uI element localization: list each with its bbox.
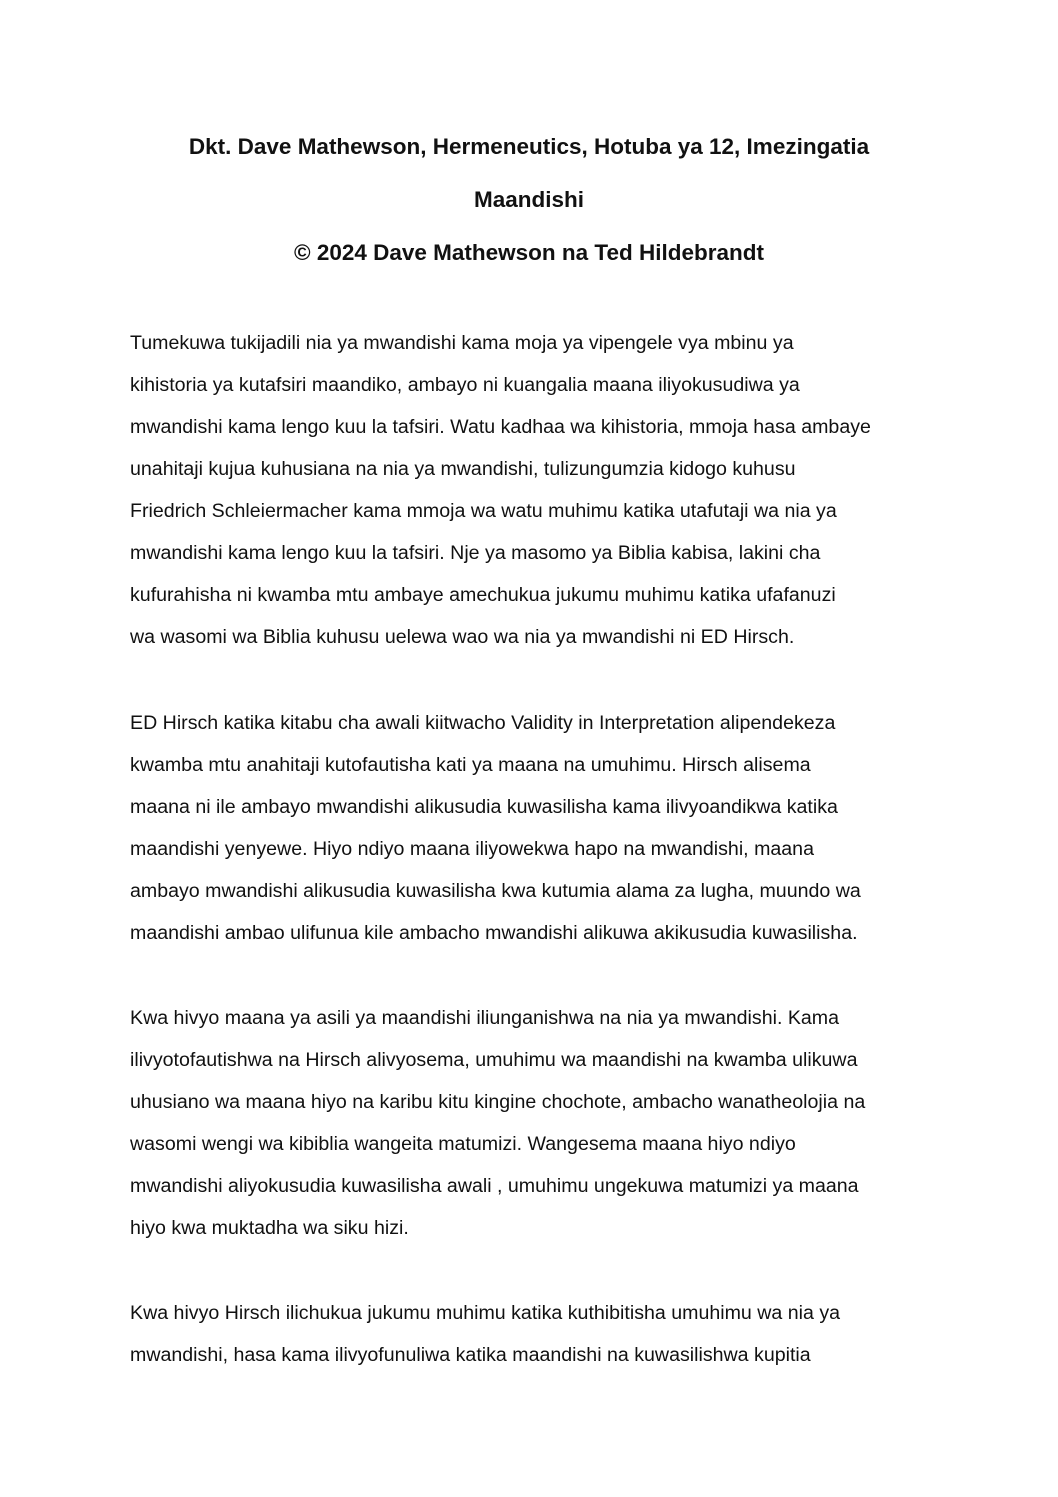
- paragraph-line: unahitaji kujua kuhusiana na nia ya mwandishi, tulizungumzia kidogo kuhusu: [130, 458, 796, 480]
- paragraph-line: maandishi yenyewe. Hiyo ndiyo maana iliyowekwa hapo na mwandishi, maana: [130, 838, 814, 860]
- paragraph-2: [130, 702, 930, 954]
- paragraph-line: mwandishi, hasa kama ilivyofunuliwa katika maandishi na kuwasilishwa kupitia: [130, 1344, 811, 1366]
- paragraph-line: wa wasomi wa Biblia kuhusu uelewa wao wa nia ya mwandishi ni ED Hirsch.: [130, 626, 795, 648]
- paragraph-line: ED Hirsch katika kitabu cha awali kiitwacho Validity in Interpretation alipendekeza: [130, 712, 836, 734]
- paragraph-line: wasomi wengi wa kibiblia wangeita matumizi. Wangesema maana hiyo ndiyo: [130, 1133, 796, 1155]
- paragraph-line: hiyo kwa muktadha wa siku hizi.: [130, 1217, 409, 1239]
- title-line-2: Maandishi: [473, 187, 585, 212]
- paragraph-line: ilivyotofautishwa na Hirsch alivyosema, umuhimu wa maandishi na kwamba ulikuwa: [130, 1049, 858, 1071]
- paragraph-line: ambayo mwandishi alikusudia kuwasilisha kwa kutumia alama za lugha, muundo wa: [130, 880, 861, 902]
- paragraph-line: Kwa hivyo Hirsch ilichukua jukumu muhimu katika kuthibitisha umuhimu wa nia ya: [130, 1302, 841, 1324]
- paragraph-1: [130, 322, 930, 658]
- paragraph-line: kufurahisha ni kwamba mtu ambaye amechukua jukumu muhimu katika ufafanuzi: [130, 584, 836, 606]
- paragraph-4: [130, 1292, 930, 1376]
- paragraph-line: kihistoria ya kutafsiri maandiko, ambayo ni kuangalia maana iliyokusudiwa ya: [130, 374, 800, 396]
- paragraph-line: mwandishi kama lengo kuu la tafsiri. Nje ya masomo ya Biblia kabisa, lakini cha: [130, 542, 821, 564]
- paragraph-3: [130, 997, 930, 1249]
- title-line-1: Dkt. Dave Mathewson, Hermeneutics, Hotuba ya 12, Imezingatia: [188, 134, 870, 159]
- copyright-line: © 2024 Dave Mathewson na Ted Hildebrandt: [293, 240, 765, 265]
- paragraph-line: maandishi ambao ulifunua kile ambacho mwandishi alikuwa akikusudia kuwasilisha.: [130, 922, 858, 944]
- paragraph-line: Kwa hivyo maana ya asili ya maandishi iliunganishwa na nia ya mwandishi. Kama: [130, 1007, 840, 1029]
- paragraph-line: maana ni ile ambayo mwandishi alikusudia kuwasilisha kama ilivyoandikwa katika: [130, 796, 838, 818]
- paragraph-line: mwandishi kama lengo kuu la tafsiri. Watu kadhaa wa kihistoria, mmoja hasa ambaye: [130, 416, 871, 438]
- paragraph-line: Tumekuwa tukijadili nia ya mwandishi kama moja ya vipengele vya mbinu ya: [130, 332, 794, 354]
- paragraph-line: kwamba mtu anahitaji kutofautisha kati ya maana na umuhimu. Hirsch alisema: [130, 754, 811, 776]
- page-title: [130, 120, 928, 226]
- paragraph-line: Friedrich Schleiermacher kama mmoja wa watu muhimu katika utafutaji wa nia ya: [130, 500, 837, 522]
- paragraph-line: mwandishi aliyokusudia kuwasilisha awali , umuhimu ungekuwa matumizi ya maana: [130, 1175, 859, 1197]
- paragraph-line: uhusiano wa maana hiyo na karibu kitu kingine chochote, ambacho wanatheolojia na: [130, 1091, 866, 1113]
